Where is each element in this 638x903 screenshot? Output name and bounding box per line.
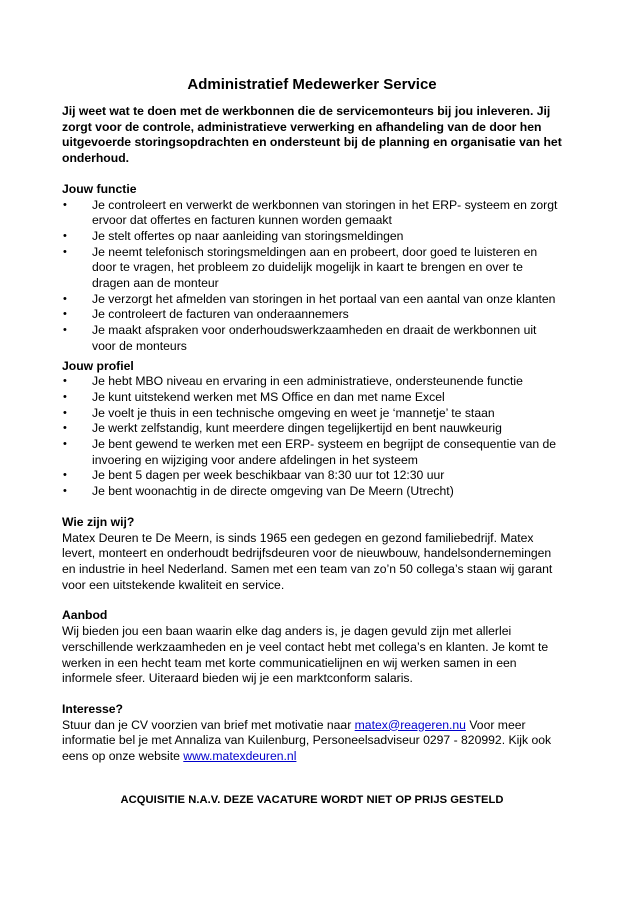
list-item: • Je bent 5 dagen per week beschikbaar van 8:30 uur tot 12:30 uur (63, 468, 445, 483)
list-item: • Je bent woonachtig in de directe omgeving van De Meern (Utrecht) (63, 484, 454, 499)
interesse-heading: Interesse? (62, 701, 123, 716)
profiel-list (62, 374, 562, 500)
list-item: • Je kunt uitstekend werken met MS Office en dan met name Excel (63, 389, 445, 404)
list-item: • Je werkt zelfstandig, kunt meerdere dingen tegelijkertijd en bent nauwkeurig (63, 421, 502, 436)
bullet-icon: • (63, 198, 67, 211)
list-item: • Je bent gewend te werken met een ERP- systeem en begrijpt de consequentie van de invoering en wijziging voor andere afdelingen in het systeem (63, 437, 557, 467)
list-item: • Je hebt MBO niveau en ervaring in een administratieve, ondersteunende functie (63, 374, 523, 389)
list-item: • Je controleert en verwerkt de werkbonnen van storingen in het ERP- systeem en zorgt ervoor dat offertes en facturen kunnen worden gemaakt (63, 197, 558, 228)
list-item: • Je voelt je thuis in een technische omgeving en weet je ‘mannetje’ te staan (63, 405, 495, 420)
aanbod-text: Wij bieden jou een baan waarin elke dag anders is, je dagen gevuld zijn met allerlei verschillende werkzaamheden en je veel contact hebt met collega’s en klanten. Je komt te werken in een hecht team met korte communicatielijnen en wij werken samen in een informele sfeer. Uiteraard bieden wij je een marktconform salaris. (62, 624, 549, 686)
profiel-heading: Jouw profiel (62, 358, 134, 373)
bullet-icon: • (63, 245, 67, 258)
bullet-icon: • (63, 229, 67, 242)
email-link[interactable]: matex@reageren.nu (354, 717, 466, 732)
bullet-icon: • (63, 406, 67, 419)
functie-heading: Jouw functie (62, 181, 137, 196)
wie-text: Matex Deuren te De Meern, is sinds 1965 een gedegen en gezond familiebedrijf. Matex levert, monteert en onderhoudt bedrijfsdeuren voor de nieuwbouw, handelsondernemingen en industrie in heel Nederland. Samen met een team van zo’n 50 collega’s staan wij garant voor een uitstekende kwaliteit en service. (62, 530, 553, 592)
list-item: • Je controleert de facturen van onderaannemers (63, 307, 349, 322)
list-item: • Je stelt offertes op naar aanleiding van storingsmeldingen (63, 228, 404, 243)
acquisition-notice: ACQUISITIE N.A.V. DEZE VACATURE WORDT NIET OP PRIJS GESTELD (120, 793, 504, 806)
bullet-icon: • (63, 422, 67, 435)
bullet-icon: • (63, 308, 67, 321)
bullet-icon: • (63, 438, 67, 451)
list-item: • Je neemt telefonisch storingsmeldingen aan en probeert, door goed te luisteren en door te vragen, het probleem zo duidelijk mogelijk in kaart te brengen en over te dragen aan de monteur (63, 244, 538, 291)
list-item: • Je verzorgt het afmelden van storingen in het portaal van een aantal van onze klanten (63, 291, 556, 306)
aanbod-heading: Aanbod (62, 608, 108, 623)
page-title: Administratief Medewerker Service (187, 76, 437, 93)
intro-text: Jij weet wat te doen met de werkbonnen die de servicemonteurs bij jou inleveren. Jij zorgt voor de controle, administratieve verwerking en afhandeling van de door hen uitgevoerde storingsopdrachten en ondersteunt bij de planning en organisatie van het onderhoud. (62, 104, 562, 166)
bullet-icon: • (63, 390, 67, 403)
bullet-icon: • (63, 469, 67, 482)
bullet-icon: • (63, 375, 67, 388)
wie-heading: Wie zijn wij? (62, 514, 135, 529)
bullet-icon: • (63, 485, 67, 498)
bullet-icon: • (63, 324, 67, 337)
functie-list (62, 198, 562, 355)
interesse-text: Stuur dan je CV voorzien van brief met motivatie naar matex@reageren.nu Voor meer informatie bel je met Annaliza van Kuilenburg, Personeelsadviseur 0297 - 820992. Kijk ook eens op onze website www.matexdeuren.nl (62, 717, 552, 764)
bullet-icon: • (63, 292, 67, 305)
list-item: • Je maakt afspraken voor onderhoudswerkzaamheden en draait de werkbonnen uit voor de monteurs (63, 323, 537, 353)
document-page (62, 70, 562, 808)
website-link[interactable]: www.matexdeuren.nl (183, 749, 297, 764)
